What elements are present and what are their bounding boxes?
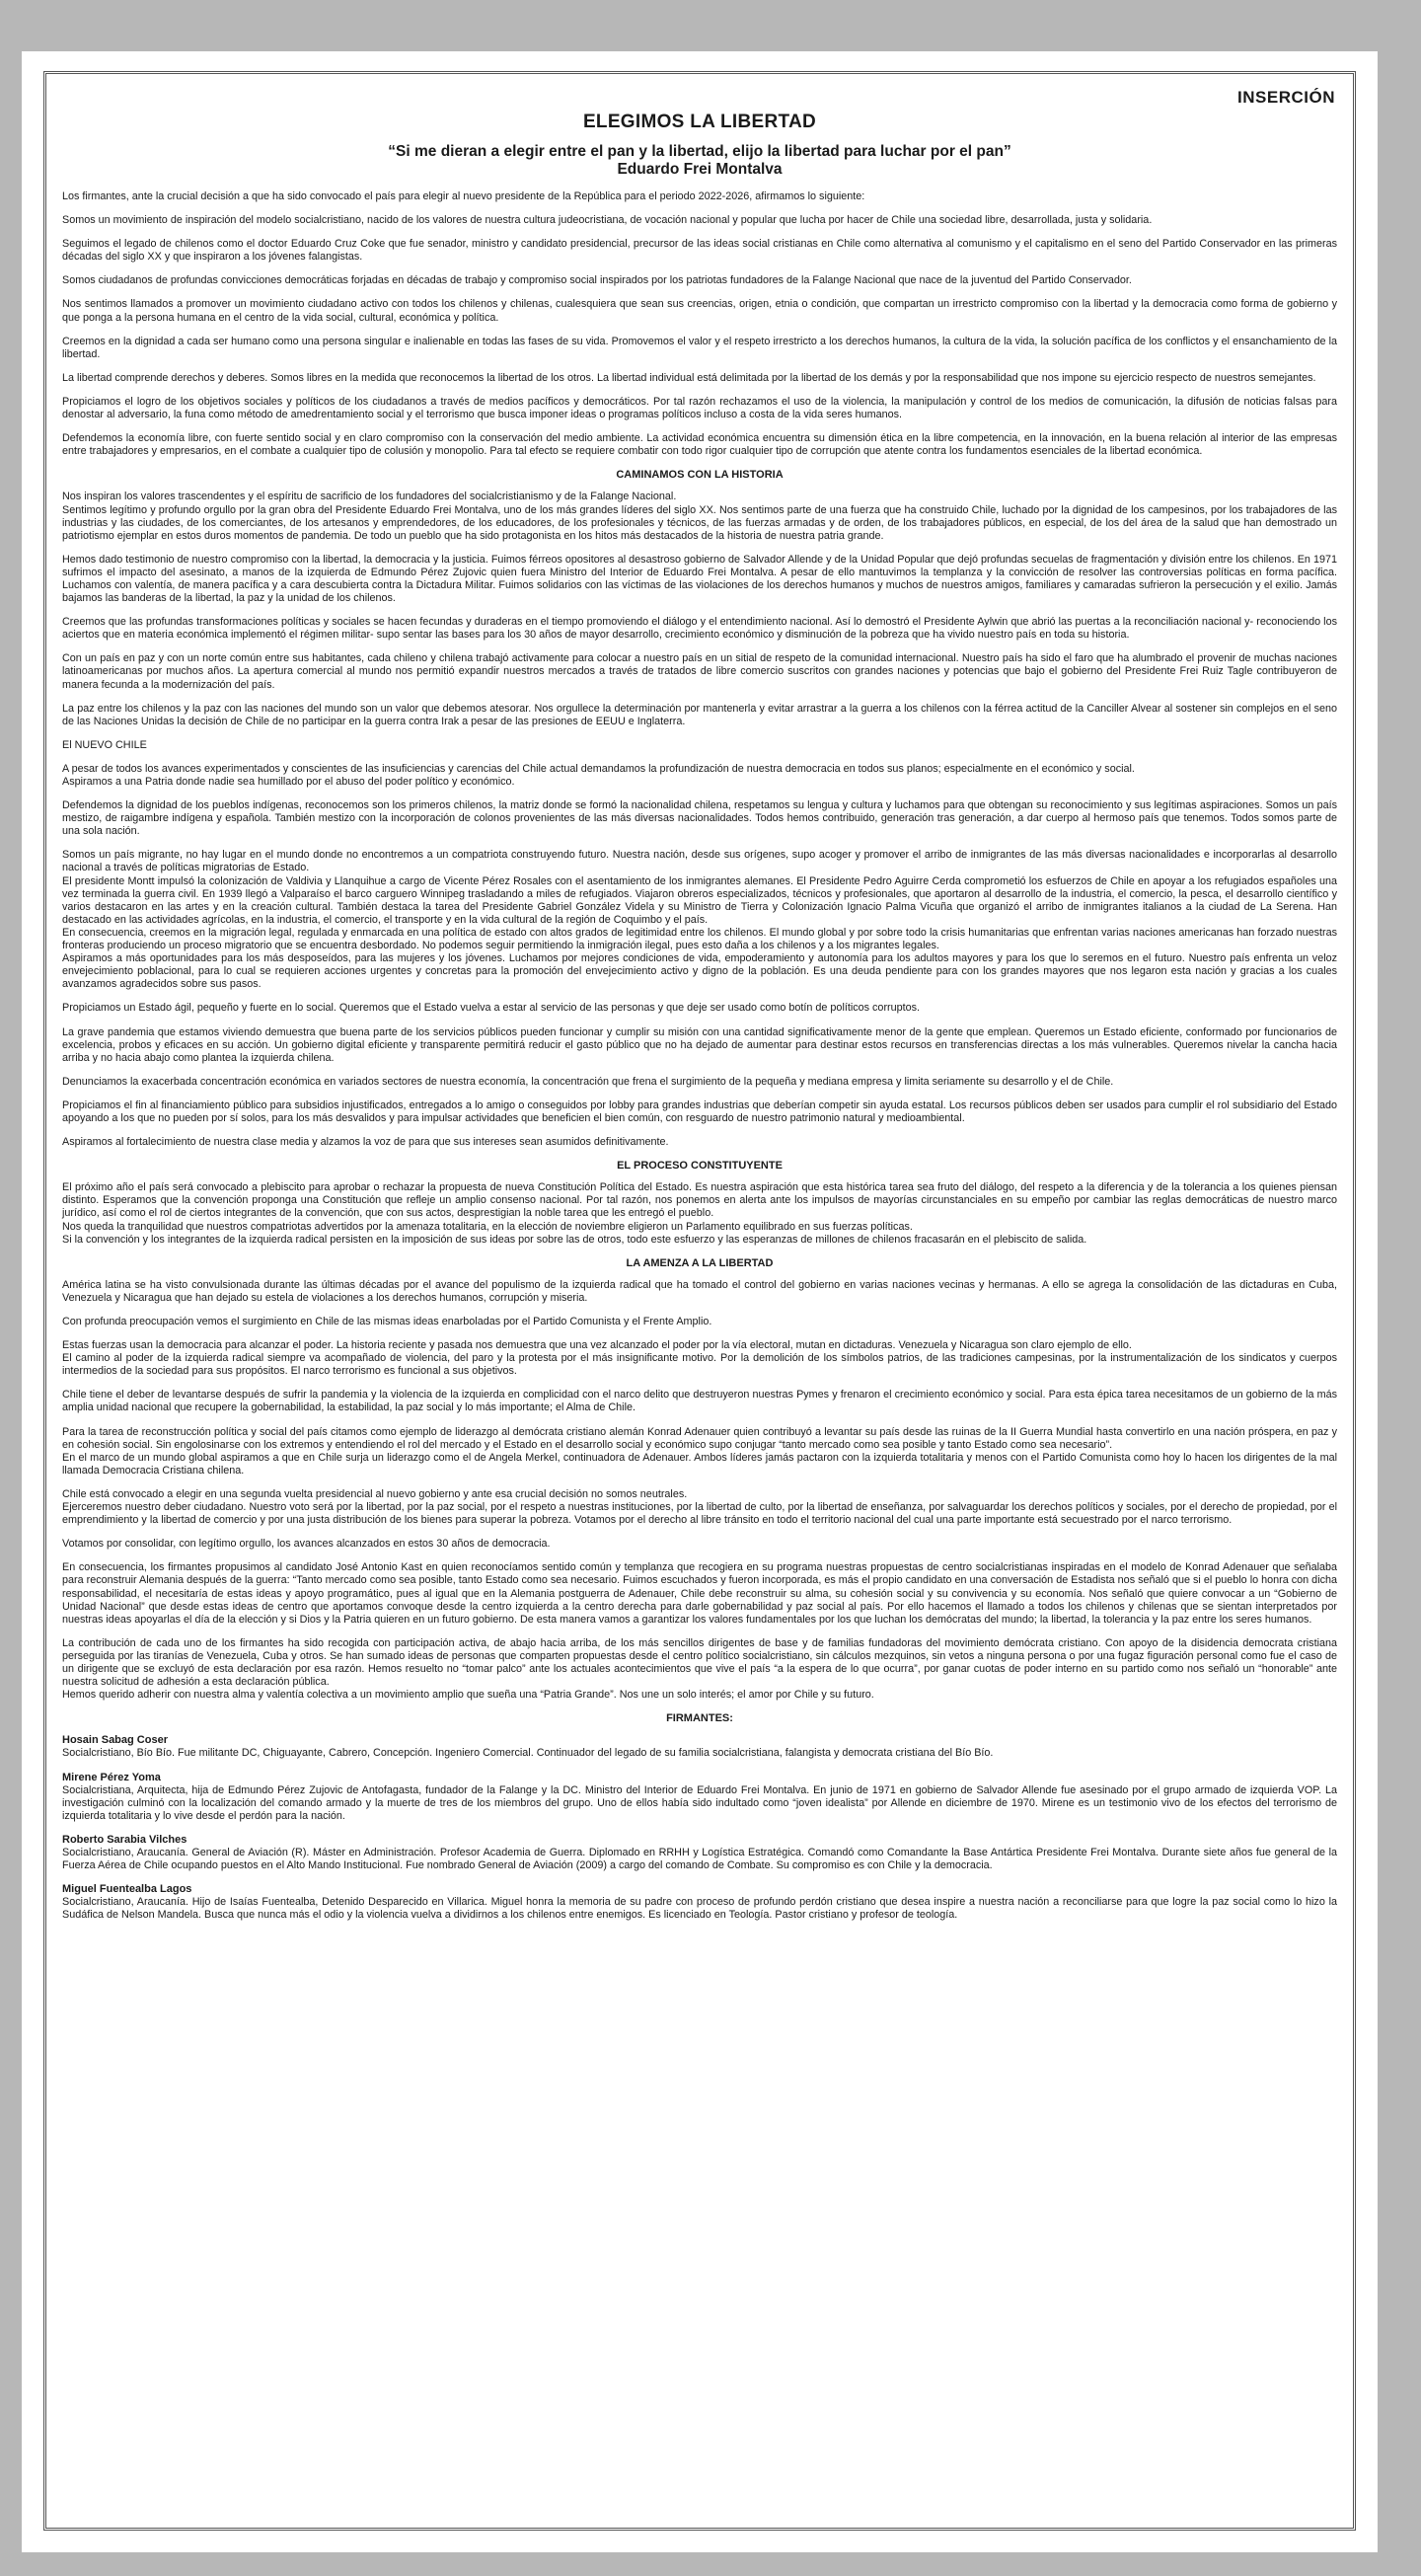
paragraph: La grave pandemia que estamos viviendo demuestra que buena parte de los servicios públicos pueden funcionar y cumplir su misión con una cantidad significativamente menor de la gente que emplean. Queremos un Estado eficiente, conformado por funcionarios de excelencia, probos y eficaces en su acción. Un gobierno digital eficiente y transparente permitirá reducir el gasto público que no ha dejado de aumentar para destinar estos recursos en transferencias directas a los más vulnerables. Queremos nivelar la cancha hacia arriba y no hacia abajo como plantea la izquierda chilena. — [62, 1025, 1337, 1064]
newspaper-page — [22, 51, 1378, 2552]
paragraph: Propiciamos el logro de los objetivos sociales y políticos de los ciudadanos a través de medios pacíficos y democráticos. Por tal razón rechazamos el uso de la violencia, la manipulación y control de los medios de comunicación, la difusión de noticias falsas para denostar al adversario, la funa como método de amedrentamiento social y el terrorismo que busca imponer ideas o programas políticos incluso a costa de la vida seres humanos. — [62, 395, 1337, 421]
section-heading-firmantes: FIRMANTES: — [666, 1712, 733, 1725]
historia-section — [62, 491, 1337, 1149]
paragraph: Propiciamos un Estado ágil, pequeño y fuerte en lo social. Queremos que el Estado vuelva a estar al servicio de las personas y que deje ser usado como botín de políticos corruptos. — [62, 1002, 921, 1015]
paragraph: Somos ciudadanos de profundas convicciones democráticas forjadas en décadas de trabajo y compromiso social inspirados por los patriotas fundadores de la Falange Nacional que nace de la juventud del Partido Conservador. — [62, 274, 1132, 287]
signer-entry — [62, 1834, 1337, 1872]
paragraph: La paz entre los chilenos y la paz con las naciones del mundo son un valor que debemos atesorar. Nos orgullece la determinación por mantenerla y evitar arrastrar a la guerra a los chilenos con la férrea actitud de la Canciller Alvear al sostener sin complejos en el seno de las Naciones Unidas la decisión de Chile de no participar en la guerra contra Irak a pesar de las presiones de EEUU e Inglaterra. — [62, 702, 1337, 727]
signer-entry — [62, 1734, 1337, 1760]
section-heading-proceso: EL PROCESO CONSTITUYENTE — [617, 1160, 783, 1173]
paragraph: Con un país en paz y con un norte común entre sus habitantes, cada chileno y chilena trabajó activamente para colocar a nuestro país en un sitial de respeto de la comunidad internacional. Nuestro país ha sido el faro que ha alumbrado el provenir de muchas naciones latinoamericanas por muchos años. La apertura comercial al mundo nos permitió expandir nuestros mercados a través de tratados de libre comercio suscritos con grandes naciones y potencias que bajo el gobierno del Presidente Frei Ruiz Tagle contribuyeron de manera fecunda a la modernización del país. — [62, 652, 1337, 691]
section-heading-historia: CAMINAMOS CON LA HISTORIA — [616, 469, 784, 482]
signer-name: Hosain Sabag Coser — [62, 1734, 168, 1747]
epigraph-quote: “Si me dieran a elegir entre el pan y la libertad, elijo la libertad para luchar por el pan” — [388, 143, 1011, 160]
subheading-nuevo-chile: El NUEVO CHILE — [62, 738, 147, 751]
paragraph: Somos un país migrante, no hay lugar en el mundo donde no encontremos a un compatriota construyendo futuro. Nuestra nación, desde sus orígenes, supo acoger y promover el arribo de inmigrantes de las más diversas nacionalidades e incorporarlas al desarrollo nacional a través de políticas migratorias de Estado. El presidente Montt impulsó la colonización de Valdivia y Llanquihue a cargo de Vicente Pérez Rosales con el asentamiento de los inmigrantes alemanes. El Presidente Pedro Aguirre Cerda comprometió los esfuerzos de Chile en apoyar a los refugiados españoles una vez terminada la guerra civil. En 1939 llegó a Valparaíso el barco carguero Winnipeg trasladando a miles de refugiados. Viajaron obreros especializados, técnicos y profesionales, que aportaron al desarrollo de la industria, el comercio, la pesca, el desarrollo científico y varios destacaron en las artes y en la creación cultural. También destaca la tarea del Presidente Gabriel González Videla y su Ministro de Tierra y Colonización Ignacio Palma Vicuña que organizó el arribo de inmigrantes italianos a la ciudad de La Serena. Han destacado en las actividades agrícolas, en la industria, el comercio, el transporte y en la vida cultural de la región de Coquimbo y el país. En consecuencia, creemos en la migración legal, regulada y enmarcada en una política de estado con altos grados de legitimidad entre los chilenos. El mundo global y por sobre todo la crisis humanitarias que enfrentan varias naciones americanas han forzado nuestras fronteras produciendo un proceso migratorio que se encuentra desbordado. No podemos seguir permitiendo la inmigración ilegal, pues esto daña a los chilenos y a los migrantes legales. Aspiramos a más oportunidades para los más desposeídos, para las mujeres y los jóvenes. Luchamos por mejores condiciones de vida, empoderamiento y autonomía para los adultos mayores y para los que lo seremos en el futuro. Nuestro país enfrenta un veloz envejecimiento poblacional, para lo cual se requieren acciones urgentes y concretas para la promoción del envejecimiento activo y digno de la población. Es una deuda pendiente para con los grandes mayores que nos legaron esta nación y gracias a los cuales avanzamos agradecidos sobre sus pasos. — [62, 849, 1337, 991]
paragraph: En consecuencia, los firmantes propusimos al candidato José Antonio Kast en quien reconocíamos sentido común y templanza que recogiera en su programa nuestras propuestas de centro socialcristianas inspiradas en el modelo de Konrad Adenauer que señalaba para reconstruir Alemania después de la guerra: “Tanto mercado como sea posible, tanto Estado como sea necesario. Fuimos escuchados y fueron incorporada, es más el propio candidato en una conversación de Estadista nos señaló que si el pueblo lo honra con dicha responsabilidad, el necesitaría de estas ideas y apoyo programático, pues al igual que en la Alemania postguerra de Adenauer, Chile debe reconstruir su alma, su cohesión social y su convivencia y su economía. Nos señaló que quiere convocar a un “Gobierno de Unidad Nacional” que desde estas ideas de centro que aportamos convoque desde la centro izquierda a la centro derecha para darle gobernabilidad y paz social al país. Por ello hacemos el llamado a todos los chilenos y chilenas que se sientan interpretados por nuestras ideas apoyarlas el día de la elección y si Dios y la Patria quieren en un futuro gobierno. De esta manera vamos a garantizar los valores fundamentales por los que luchan los demócratas del mundo; la libertad, la tolerancia y la paz entre los seres humanos. — [62, 1561, 1337, 1626]
proceso-section — [62, 1181, 1337, 1246]
paragraph: Votamos por consolidar, con legítimo orgullo, los avances alcanzados en estos 30 años de democracia. — [62, 1538, 551, 1551]
paragraph: La contribución de cada uno de los firmantes ha sido recogida con participación activa, de abajo hacia arriba, de los más sencillos dirigentes de base y de familias fundadoras del movimiento demócrata cristiano. Con apoyo de la disidencia democrata cristiana perseguida por las tiranías de Venezuela, Cuba y otros. Se han sumado ideas de personas que comparten propuestas desde el centro político socialcristiano, sin cálculos mezquinos, sin vetos a ninguna persona o por una fugaz figuración personal como fue el caso de un dirigente que se excluyó de esta declaración por esa razón. Hemos resuelto no “tomar palco” ante los actuales acontecimientos que vive el país “a la espera de lo que ocurra”, por ganar cuotas de poder interno en su partido como nos señaló un “honorable” ante nuestra solicitud de adhesión a esta declaración pública. Hemos querido adherir con nuestra alma y valentía colectiva a un movimiento amplio que sueña una “Patria Grande”. Nos une un solo interés; el amor por Chile y su futuro. — [62, 1636, 1337, 1702]
signer-bio: Socialcristiano, Bío Bío. Fue militante DC, Chiguayante, Cabrero, Concepción. Ingeniero Comercial. Continuador del legado de su familia socialcristiana, falangista y democrata cristiana del Bío Bío. — [62, 1747, 994, 1760]
paragraph: Chile tiene el deber de levantarse después de sufrir la pandemia y la violencia de la izquierda en complicidad con el narco delito que destruyeron nuestras Pymes y frenaron el crecimiento económico y social. Para esta épica tarea necesitamos de un gobierno de la más amplia unidad nacional que recupere la gobernabilidad, la estabilidad, la paz social y lo más importante; el Alma de Chile. — [62, 1389, 1337, 1414]
paragraph: Para la tarea de reconstrucción política y social del país citamos como ejemplo de liderazgo al demócrata cristiano alemán Konrad Adenauer quien contribuyó a levantar su país desde las ruinas de la II Guerra Mundial hasta convertirlo en una nación próspera, en paz y en cohesión social. Sin engolosinarse con los extremos y entendiendo el rol del mercado y el Estado en el desarrollo social y económico supo conjugar “tanto mercado como sea posible y tanto Estado como sea necesario”. En el marco de un mundo global aspiramos a que en Chile surja un liderazgo como el de Angela Merkel, continuadora de Adenauer. Ambos líderes jamás pactaron con la izquierda totalitaria y menos con el Partido Comunista como hoy lo hacen los dirigentes de la mal llamada Democracia Cristiana chilena. — [62, 1425, 1337, 1477]
paragraph: Con profunda preocupación vemos el surgimiento en Chile de las mismas ideas enarboladas por el Partido Comunista y el Frente Amplio. — [62, 1316, 712, 1327]
intro-section — [62, 190, 1337, 458]
paragraph: América latina se ha visto convulsionada durante las últimas décadas por el avance del populismo de la izquierda radical que ha tomado el control del gobierno en varias naciones vecinas y hermanas. A ello se agrega la consolidación de las dictaduras en Cuba, Venezuela y Nicaragua que han dejado su estela de violaciones a los derechos humanos, corrupción y miseria. — [62, 1278, 1337, 1304]
signer-bio: Socialcristiano, Araucanía. General de Aviación (R). Máster en Administración. Profesor Academia de Guerra. Diplomado en RRHH y Logística Estratégica. Comandó como Comandante la Base Antártica Presidente Frei Montalva. Durante siete años fue general de la Fuerza Aérea de Chile ocupando puestos en el Alto Mando Institucional. Fue nombrado General de Aviación (2009) a cargo del comando de Combate. Su compromiso es con Chile y la democracia. — [62, 1847, 1337, 1872]
paragraph: Hemos dado testimonio de nuestro compromiso con la libertad, la democracia y la justicia. Fuimos férreos opositores al desastroso gobierno de Salvador Allende y de la Unidad Popular que dejó profundas secuelas de fragmentación y división entre los chilenos. En 1971 sufrimos el impacto del asesinato, a manos de la izquierda de Edmundo Pérez Zujovic quien fuera Ministro del Interior de Eduardo Frei Montalva. A pesar de ello mantuvimos la templanza y la convicción de resolver las controversias políticas en forma pacífica. Luchamos con valentía, de manera pacífica y a cara descubierta contra la Dictadura Militar. Fuimos solidarios con las víctimas de las violaciones de los derechos humanos y muchos de nuestros amigos, familiares y camaradas sufrieron la persecución y el exilio. Jamás bajamos las banderas de la libertad, la paz y la unidad de los chilenos. — [62, 553, 1337, 605]
signer-entry — [62, 1883, 1337, 1922]
signer-bio: Socialcristiano, Araucanía. Hijo de Isaías Fuentealba, Detenido Desparecido en Villarica. Miguel honra la memoria de su padre con proceso de profundo perdón cristiano que desea inspire a nuestra nación a reconciliarse para que logre la paz social como lo hizo la Sudáfica de Nelson Mandela. Busca que nunca más el odio y la violencia vuelva a dividirnos a los chilenos entre enemigos. Es licenciado en Teología. Pastor cristiano y profesor de teología. — [62, 1896, 1337, 1922]
paragraph: Propiciamos el fin al financiamiento público para subsidios injustificados, entregados a lo amigo o conseguidos por lobby para grandes industrias que deberían competir sin ayuda estatal. Los recursos públicos deben ser usados para cumplir el rol subsidiario del Estado apoyando a los que no pueden por sí solos, para los más desvalidos y para impulsar actividades que beneficien el bien común, con resguardo de nuestro patrimonio natural y medioambiental. — [62, 1099, 1337, 1124]
main-title: ELEGIMOS LA LIBERTAD — [582, 112, 817, 132]
signer-bio: Socialcristiana, Arquitecta, hija de Edmundo Pérez Zujovic de Antofagasta, fundador de la Falange y la DC. Ministro del Interior de Eduardo Frei Montalva. En junio de 1971 en gobierno de Salvador Allende fue asesinado por el grupo armado de izquierda VOP. La investigación culminó con la localización del comando armado y la muerte de tres de los miembros del grupo. Uno de ellos había sido indultado como “joven idealista” por Allende en diciembre de 1970. Mirene es un testimonio vivo de los efectos del terrorismo de izquierda totalitaria y lo vive desde el perdón para la nación. — [62, 1783, 1337, 1822]
paragraph: Defendemos la dignidad de los pueblos indígenas, reconocemos son los primeros chilenos, la matriz donde se formó la nacionalidad chilena, respetamos su lengua y cultura y luchamos para que obtengan su reconocimiento y sus legítimas aspiraciones. Somos un país mestizo, de raigambre indígena y española. También mestizo con la incorporación de colonos provenientes de las más diversas nacionalidades. Todos hemos contribuido, generación tras generación, a dar cuerpo al hermoso país que tenemos. Todos somos parte de una sola nación. — [62, 799, 1337, 838]
paragraph: Los firmantes, ante la crucial decisión a que ha sido convocado el país para elegir al nuevo presidente de la República para el periodo 2022-2026, afirmamos lo siguiente: — [62, 190, 865, 202]
amenaza-section — [62, 1279, 1337, 1702]
paragraph: Chile está convocado a elegir en una segunda vuelta presidencial al nuevo gobierno y ante esa crucial decisión no somos neutrales. Ejerceremos nuestro deber ciudadano. Nuestro voto será por la libertad, por la paz social, por el respeto a nuestras instituciones, por la libertad de culto, por la libertad de enseñanza, por salvaguardar los derechos políticos y sociales, por el derecho de propiedad, por el emprendimiento y la libertad de comercio y por una justa distribución de los bienes para superar la pobreza. Votamos por el derecho al libre tránsito en todo el territorio nacional del cual una parte importante está secuestrado por el narco terrorismo. — [62, 1487, 1337, 1527]
section-heading-amenaza: LA AMENZA A LA LIBERTAD — [626, 1256, 774, 1269]
paragraph: La libertad comprende derechos y deberes. Somos libres en la medida que reconocemos la libertad de los otros. La libertad individual está delimitada por la libertad de los demás y por la responsabilidad que nos impone su ejercicio respecto de nuestros semejantes. — [62, 371, 1316, 384]
signer-name: Roberto Sarabia Vilches — [62, 1833, 187, 1846]
declaration-body — [62, 190, 1337, 1922]
paragraph: Nos sentimos llamados a promover un movimiento ciudadano activo con todos los chilenos y chilenas, cualesquiera que sean sus creencias, origen, etnia o condición, que compartan un irrestricto compromiso con la libertad y la democracia como forma de gobierno y que ponga a la persona humana en el centro de la vida social, cultural, económica y política. — [62, 298, 1337, 324]
signer-name: Mirene Pérez Yoma — [62, 1771, 161, 1783]
paragraph: Denunciamos la exacerbada concentración económica en variados sectores de nuestra economía, la concentración que frena el surgimiento de la pequeña y mediana empresa y limita seriamente su desarrollo y el de Chile. — [62, 1075, 1114, 1088]
epigraph-author: Eduardo Frei Montalva — [617, 161, 783, 178]
paragraph: Estas fuerzas usan la democracia para alcanzar el poder. La historia reciente y pasada nos demuestra que una vez alcanzado el poder por la vía electoral, mutan en dictaduras. Venezuela y Nicaragua son claro ejemplo de ello. El camino al poder de la izquierda radical siempre va acompañado de violencia, del paro y la protesta por el más insignificante motivo. Por la demolición de los símbolos patrios, de las tradiciones campesinas, por la instrumentalización de los sindicatos y cuerpos intermedios de la sociedad para sus propósitos. El narco terrorismo es funcional a sus objetivos. — [62, 1339, 1337, 1378]
paragraph: Defendemos la economía libre, con fuerte sentido social y en claro compromiso con la conservación del medio ambiente. La actividad económica encuentra su dimensión ética en la libre competencia, en la innovación, en la buena relación al interior de las empresas entre trabajadores y empresarios, en el combate a cualquier tipo de colusión y monopolio. Para tal efecto se requiere combatir con todo rigor cualquier tipo de corrupción que atente contra los fundamentos esenciales de la libertad económica. — [62, 432, 1337, 458]
paragraph: Aspiramos al fortalecimiento de nuestra clase media y alzamos la voz de para que sus intereses sean asumidos definitivamente. — [62, 1136, 669, 1149]
signer-entry — [62, 1772, 1337, 1823]
paragraph: Somos un movimiento de inspiración del modelo socialcristiano, nacido de los valores de nuestra cultura judeocristiana, de vocación nacional y popular que lucha por hacer de Chile una sociedad libre, desarrollada, justa y solidaria. — [62, 214, 1153, 227]
paragraph: Creemos que las profundas transformaciones políticas y sociales se hacen fecundas y duraderas en el tiempo promoviendo el diálogo y el entendimiento nacional. Así lo demostró el Presidente Aylwin que abrió las puertas a la reconciliación nacional y- reconociendo los aciertos que en materia económica implementó el régimen militar- supo sentar las bases para los 30 años de mayor desarrollo, crecimiento económico y disminución de la pobreza que ha vivido nuestro país en toda su historia. — [62, 616, 1337, 642]
signers-list — [62, 1734, 1337, 1922]
paragraph: Nos inspiran los valores trascendentes y el espíritu de sacrificio de los fundadores del socialcristianismo y de la Falange Nacional. Sentimos legítimo y profundo orgullo por la gran obra del Presidente Eduardo Frei Montalva, uno de los más grandes líderes del siglo XX. Nos sentimos parte de una fuerza que ha construido Chile, luchado por la dignidad de los campesinos, por los trabajadores de las industrias y las ciudades, de los comerciantes, de los artesanos y emprendedores, de los educadores, de los profesionales y técnicos, de las fuerzas armadas y de orden, de los trabajadores públicos, en especial, de los del área de la salud que han demostrado un patriotismo ejemplar en estos duros momentos de pandemia. De todo un pueblo que ha sido protagonista en los hitos más destacados de la historia de nuestra patria grande. — [62, 491, 1337, 542]
signer-name: Miguel Fuentealba Lagos — [62, 1883, 192, 1896]
paragraph: El próximo año el país será convocado a plebiscito para aprobar o rechazar la propuesta de nueva Constitución Política del Estado. Es nuestra aspiración que esta histórica tarea sea fruto del diálogo, del respeto a la diferencia y de la tolerancia a los quienes piensan distinto. Esperamos que la convención proponga una Constitución que refleje un amplio consenso nacional. Por tal razón, nos ponemos en alerta ante los impulsos de mayorías circunstanciales en su empeño por cambiar las reglas democráticas de nuestro marco jurídico, así como el rol de ciertos integrantes de la convención, que con sus actos, desprestigian la noble tarea que les entregó el pueblo. Nos queda la tranquilidad que nuestros compatriotas advertidos por la amenaza totalitaria, en la elección de noviembre eligieron un Parlamento equilibrado en sus fuerzas políticas. Si la convención y los integrantes de la izquierda radical persisten en la imposición de sus ideas por sobre las de otros, todo este esfuerzo y las esperanzas de millones de chilenos fracasarán en el plebiscito de salida. — [62, 1181, 1337, 1246]
paragraph: A pesar de todos los avances experimentados y conscientes de las insuficiencias y carencias del Chile actual demandamos la profundización de nuestra democracia en todos sus planos; especialmente en el económico y social. Aspiramos a una Patria donde nadie sea humillado por el abuso del poder político y económico. — [62, 762, 1135, 788]
paragraph: Seguimos el legado de chilenos como el doctor Eduardo Cruz Coke que fue senador, ministro y candidato presidencial, precursor de las ideas social cristianas en Chile como alternativa al comunismo y el capitalismo en el seno del Partido Conservador en las primeras décadas del siglo XX y que inspiraron a los jóvenes falangistas. — [62, 238, 1337, 264]
insertion-frame — [43, 71, 1356, 2531]
insercion-label: INSERCIÓN — [1237, 88, 1335, 107]
paragraph: Creemos en la dignidad a cada ser humano como una persona singular e inalienable en todas las fases de su vida. Promovemos el valor y el respeto irrestricto a los derechos humanos, la cultura de la vida, la solución pacífica de los conflictos y el ensanchamiento de la libertad. — [62, 335, 1337, 360]
